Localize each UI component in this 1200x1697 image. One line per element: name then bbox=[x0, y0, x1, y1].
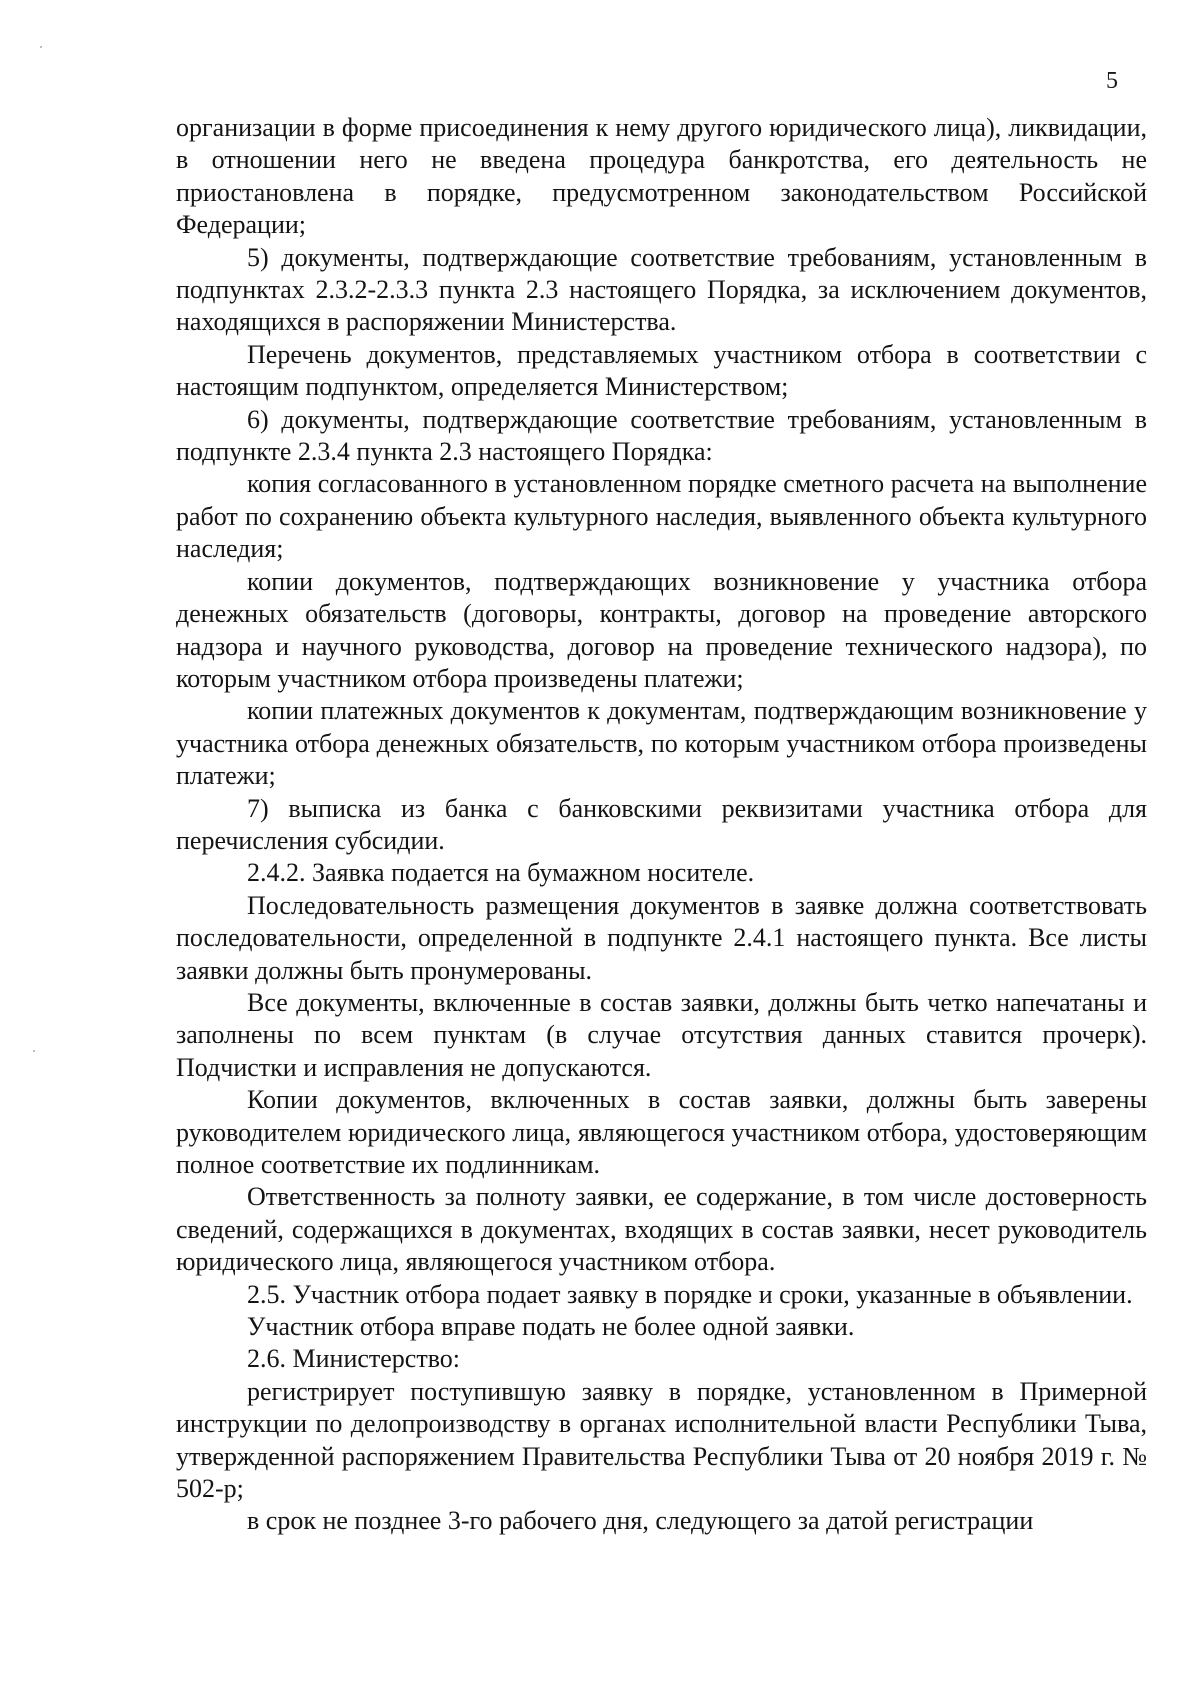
paragraph: 7) выписка из банка с банковскими реквизитами участника отбора для перечисления субсидии. bbox=[176, 793, 1147, 855]
paragraph: в срок не позднее 3-го рабочего дня, следующего за датой регистрации bbox=[247, 1506, 1034, 1536]
paragraph: Копии документов, включенных в состав заявки, должны быть заверены руководителем юридического лица, являющегося участником отбора, удостоверяющим полное соответствие их подлинникам. bbox=[176, 1085, 1147, 1179]
paragraph: организации в форме присоединения к нему другого юридического лица), ликвидации, в отношении него не введена процедура банкротства, его деятельность не приостановлена в порядке, предусмотренном законодательством Российской Федерации; bbox=[176, 113, 1147, 240]
paragraph: копии документов, подтверждающих возникновение у участника отбора денежных обязательств (договоры, контракты, договор на проведение авторского надзора и научного руководства, договор на проведение технического надзора), по которым участником отбора произведены платежи; bbox=[176, 566, 1147, 693]
paragraph: Последовательность размещения документов в заявке должна соответствовать последовательности, определенной в подпункте 2.4.1 настоящего пункта. Все листы заявки должны быть пронумерованы. bbox=[176, 890, 1147, 985]
paragraph: копии платежных документов к документам, подтверждающим возникновение у участника отбора денежных обязательств, по которым участником отбора произведены платежи; bbox=[176, 696, 1147, 791]
paragraph: Ответственность за полноту заявки, ее содержание, в том числе достоверность сведений, содержащихся в документах, входящих в состав заявки, несет руководитель юридического лица, являющегося участником отбора. bbox=[176, 1182, 1147, 1277]
paragraph: 2.4.2. Заявка подается на бумажном носителе. bbox=[247, 858, 755, 888]
scan-speck bbox=[40, 46, 42, 48]
paragraph: Все документы, включенные в состав заявки, должны быть четко напечатаны и заполнены по всем пунктам (в случае отсутствия данных ставится прочерк). Подчистки и исправления не допускаются. bbox=[176, 987, 1147, 1082]
scan-speck bbox=[33, 1050, 35, 1052]
paragraph: 5) документы, подтверждающие соответствие требованиям, установленным в подпунктах 2.3.2-2.3.3 пункта 2.3 настоящего Порядка, за исключением документов, находящихся в распоряжении Министерства. bbox=[176, 242, 1147, 337]
paragraph: 2.5. Участник отбора подает заявку в порядке и сроки, указанные в объявлении. bbox=[247, 1279, 1133, 1309]
paragraph: 2.6. Министерство: bbox=[247, 1344, 461, 1374]
paragraph: Участник отбора вправе подать не более одной заявки. bbox=[247, 1312, 855, 1342]
document-body bbox=[176, 112, 1147, 1538]
paragraph: Перечень документов, представляемых участником отбора в соответствии с настоящим подпунктом, определяется Министерством; bbox=[176, 339, 1147, 402]
paragraph: регистрирует поступившую заявку в порядке, установленном в Примерной инструкции по делопроизводству в органах исполнительной власти Республики Тыва, утвержденной распоряжением Правительства Республики Тыва от 20 ноября 2019 г. № 502-р; bbox=[176, 1376, 1147, 1504]
paragraph: 6) документы, подтверждающие соответствие требованиям, установленным в подпункте 2.3.4 пункта 2.3 настоящего Порядка: bbox=[176, 404, 1147, 467]
page-number: 5 bbox=[1106, 68, 1118, 94]
paragraph: копия согласованного в установленном порядке сметного расчета на выполнение работ по сохранению объекта культурного наследия, выявленного объекта культурного наследия; bbox=[176, 469, 1147, 564]
